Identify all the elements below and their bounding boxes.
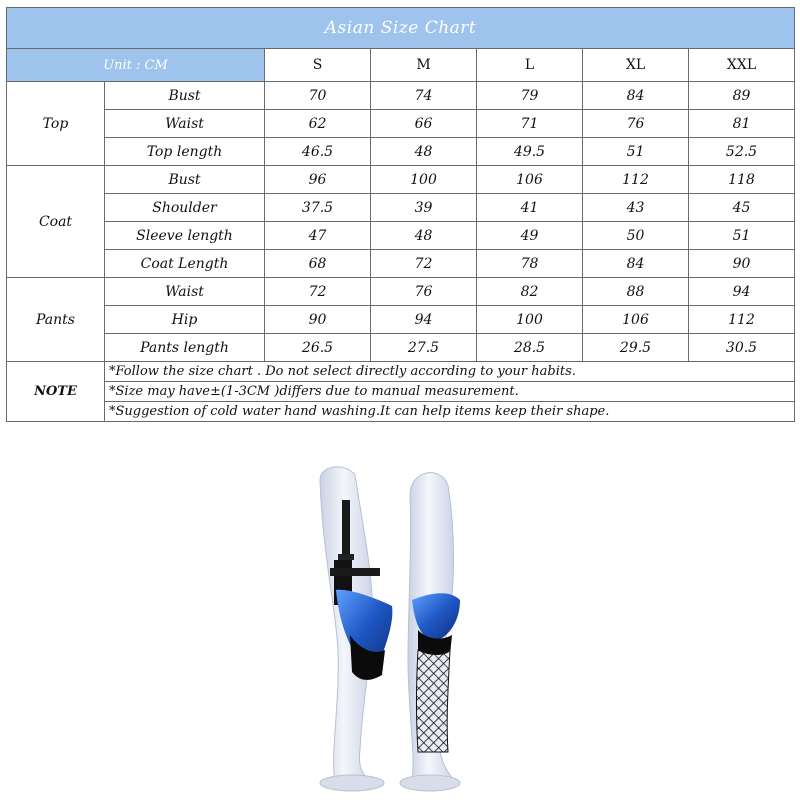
category-label: Top <box>7 82 105 166</box>
size-value-cell: 47 <box>265 222 371 250</box>
size-value-cell: 94 <box>689 278 795 306</box>
size-value-cell: 30.5 <box>689 334 795 362</box>
size-header: L <box>477 49 583 82</box>
size-value-cell: 62 <box>265 110 371 138</box>
table-row <box>7 334 795 362</box>
table-row <box>7 306 795 334</box>
category-label: Coat <box>7 166 105 278</box>
measurement-label: Top length <box>105 138 265 166</box>
size-header: XXL <box>689 49 795 82</box>
size-value-cell: 51 <box>583 138 689 166</box>
measurement-label: Hip <box>105 306 265 334</box>
size-value-cell: 90 <box>265 306 371 334</box>
size-value-cell: 68 <box>265 250 371 278</box>
size-value-cell: 79 <box>477 82 583 110</box>
size-value-cell: 37.5 <box>265 194 371 222</box>
measurement-label: Bust <box>105 166 265 194</box>
size-value-cell: 106 <box>477 166 583 194</box>
size-value-cell: 94 <box>371 306 477 334</box>
size-value-cell: 26.5 <box>265 334 371 362</box>
size-value-cell: 89 <box>689 82 795 110</box>
measurement-label: Waist <box>105 278 265 306</box>
table-row <box>7 278 795 306</box>
size-value-cell: 50 <box>583 222 689 250</box>
measurement-label: Coat Length <box>105 250 265 278</box>
size-value-cell: 90 <box>689 250 795 278</box>
size-chart-container <box>6 7 794 422</box>
size-value-cell: 84 <box>583 250 689 278</box>
table-row <box>7 82 795 110</box>
size-value-cell: 88 <box>583 278 689 306</box>
size-value-cell: 28.5 <box>477 334 583 362</box>
unit-label: Unit : CM <box>7 49 265 82</box>
size-value-cell: 27.5 <box>371 334 477 362</box>
note-row <box>7 362 795 382</box>
size-value-cell: 49.5 <box>477 138 583 166</box>
size-value-cell: 41 <box>477 194 583 222</box>
table-row <box>7 110 795 138</box>
measurement-label: Shoulder <box>105 194 265 222</box>
measurement-label: Waist <box>105 110 265 138</box>
size-value-cell: 71 <box>477 110 583 138</box>
size-value-cell: 52.5 <box>689 138 795 166</box>
size-value-cell: 106 <box>583 306 689 334</box>
size-value-cell: 51 <box>689 222 795 250</box>
size-value-cell: 48 <box>371 222 477 250</box>
size-value-cell: 46.5 <box>265 138 371 166</box>
size-value-cell: 66 <box>371 110 477 138</box>
note-text: *Size may have±(1-3CM )differs due to manual measurement. <box>105 382 795 402</box>
chart-title: Asian Size Chart <box>7 8 795 49</box>
note-row <box>7 402 795 422</box>
size-value-cell: 74 <box>371 82 477 110</box>
size-value-cell: 48 <box>371 138 477 166</box>
size-value-cell: 96 <box>265 166 371 194</box>
right-bottom-piece <box>412 593 460 752</box>
size-value-cell: 76 <box>583 110 689 138</box>
size-value-cell: 72 <box>265 278 371 306</box>
note-text: *Follow the size chart . Do not select directly according to your habits. <box>105 362 795 382</box>
size-chart-table <box>6 7 795 422</box>
measurement-label: Bust <box>105 82 265 110</box>
category-label: Pants <box>7 278 105 362</box>
size-value-cell: 45 <box>689 194 795 222</box>
size-value-cell: 72 <box>371 250 477 278</box>
size-value-cell: 118 <box>689 166 795 194</box>
size-value-cell: 76 <box>371 278 477 306</box>
size-value-cell: 82 <box>477 278 583 306</box>
size-value-cell: 43 <box>583 194 689 222</box>
size-value-cell: 84 <box>583 82 689 110</box>
table-row <box>7 138 795 166</box>
note-label: NOTE <box>7 362 105 422</box>
size-value-cell: 100 <box>477 306 583 334</box>
measurement-label: Pants length <box>105 334 265 362</box>
size-header: XL <box>583 49 689 82</box>
size-value-cell: 112 <box>583 166 689 194</box>
size-value-cell: 112 <box>689 306 795 334</box>
table-row <box>7 222 795 250</box>
size-value-cell: 29.5 <box>583 334 689 362</box>
size-value-cell: 39 <box>371 194 477 222</box>
size-header: S <box>265 49 371 82</box>
size-value-cell: 70 <box>265 82 371 110</box>
size-value-cell: 100 <box>371 166 477 194</box>
table-row <box>7 250 795 278</box>
table-row <box>7 166 795 194</box>
size-value-cell: 78 <box>477 250 583 278</box>
measurement-label: Sleeve length <box>105 222 265 250</box>
table-row <box>7 194 795 222</box>
note-row <box>7 382 795 402</box>
product-photo-mannequin-legs <box>300 460 500 795</box>
size-header: M <box>371 49 477 82</box>
size-value-cell: 81 <box>689 110 795 138</box>
note-text: *Suggestion of cold water hand washing.It can help items keep their shape. <box>105 402 795 422</box>
size-value-cell: 49 <box>477 222 583 250</box>
